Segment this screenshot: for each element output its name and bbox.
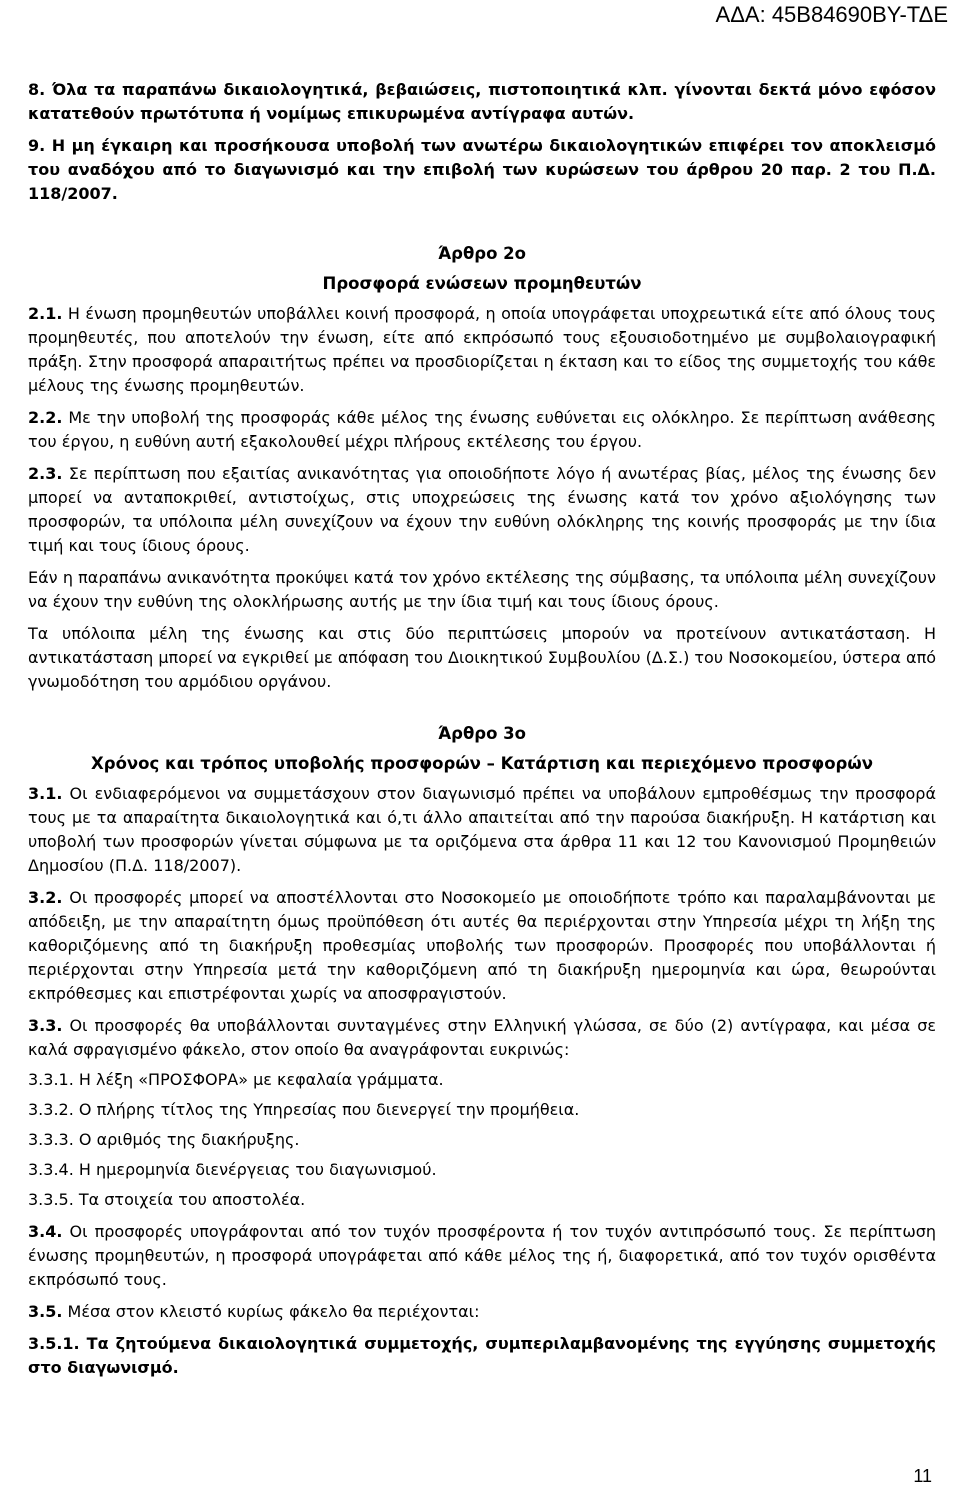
paragraph-number: 3.3. (28, 1016, 63, 1035)
paragraph-text: Σε περίπτωση που εξαιτίας ανικανότητας για οποιοδήποτε λόγο ή ανωτέρας βίας, μέλος της ένωσης δεν μπορεί να ανταποκριθεί, αντιστοίχως, στις υποχρεώσεις της ένωσης κατά τον χρόνο αξιολόγησης των προσφορών, τα υπόλοιπα μέλη συνεχίζουν να έχουν την ευθύνη ολόκληρης της κοινής προσφοράς με την ίδια τιμή και τους ίδιους όρους. (28, 464, 937, 555)
paragraph-text: Οι ενδιαφερόμενοι να συμμετάσχουν στον διαγωνισμό πρέπει να υποβάλουν εμπροθέσμως την προσφορά τους με τα απαραίτητα δικαιολογητικά και ό,τι άλλο απαιτείται από την παρούσα διακήρυξη. Η κατάρτιση και υποβολή των προσφορών γίνεται σύμφωνα με τα οριζόμενα στα άρθρα 11 και 12 του Κανονισμού Προμηθειών Δημοσίου (Π.Δ. 118/2007). (28, 784, 937, 875)
sub-item-3-3-5: 3.3.5. Τα στοιχεία του αποστολέα. (28, 1190, 306, 1209)
paragraph-2-1 (28, 302, 936, 398)
paragraph-3-2 (28, 886, 936, 1006)
sub-item-3-3-1: 3.3.1. Η λέξη «ΠΡΟΣΦΟΡΑ» με κεφαλαία γράμματα. (28, 1070, 444, 1089)
paragraph-text: Η ένωση προμηθευτών υποβάλλει κοινή προσφορά, η οποία υπογράφεται υποχρεωτικά είτε από όλους τους προμηθευτές, που αποτελούν την ένωση, είτε από εκπρόσωπό τους εξουσιοδοτημένο με συμβολαιογραφική πράξη. Στην προσφορά απαραιτήτως πρέπει να προσδιορίζεται η έκταση και το είδος της συμμετοχής του κάθε μέλους της ένωσης προμηθευτών. (28, 304, 936, 395)
paragraph-number: 2.3. (28, 464, 63, 483)
paragraph-2-3-continued: Εάν η παραπάνω ανικανότητα προκύψει κατά τον χρόνο εκτέλεσης της σύμβασης, τα υπόλοιπα μέλη συνεχίζουν να έχουν την ευθύνη της ολοκλήρωσης αυτής με την ίδια τιμή και τους ίδιους όρους. (28, 568, 936, 611)
sub-item-3-3-3: 3.3.3. Ο αριθμός της διακήρυξης. (28, 1130, 300, 1149)
sub-item-3-3-2: 3.3.2. Ο πλήρης τίτλος της Υπηρεσίας που διενεργεί την προμήθεια. (28, 1100, 580, 1119)
article-2-heading: Άρθρο 2ο (437, 244, 526, 263)
page-number: 11 (913, 1466, 932, 1486)
article-3-heading: Άρθρο 3ο (437, 724, 526, 743)
paragraph-text: Οι προσφορές θα υποβάλλονται συνταγμένες στην Ελληνική γλώσσα, σε δύο (2) αντίγραφα, και μέσα σε καλά σφραγισμένο φάκελο, στον οποίο θα αναγράφονται ευκρινώς: (28, 1016, 936, 1059)
paragraph-number: 3.1. (28, 784, 63, 803)
article-3-subheading: Χρόνος και τρόπος υποβολής προσφορών – Κατάρτιση και περιεχόμενο προσφορών (91, 754, 873, 773)
paragraph-3-5 (28, 1300, 936, 1324)
paragraph-2-2 (28, 406, 936, 454)
paragraph-3-1 (28, 782, 936, 878)
article-2-subheading: Προσφορά ενώσεων προμηθευτών (322, 274, 642, 293)
paragraph-2-3 (28, 462, 936, 558)
paragraph-text: Οι προσφορές μπορεί να αποστέλλονται στο Νοσοκομείο με οποιοδήποτε τρόπο και παραλαμβάνονται με απόδειξη, με την απαραίτητη όμως προϋπόθεση ότι αυτές θα περιέρχονται στην Υπηρεσία μέχρι τη λήξη της καθοριζόμενης από τη διακήρυξη προθεσμίας υποβολής των προσφορών. Προσφορές που υποβάλλονται ή περιέρχονται στην Υπηρεσία μετά την καθοριζόμενη από τη διακήρυξη ημερομηνία και ώρα, θεωρούνται εκπρόθεσμες και επιστρέφονται χωρίς να αποσφραγιστούν. (28, 888, 936, 1003)
paragraph-text: Μέσα στον κλειστό κυρίως φάκελο θα περιέχονται: (67, 1302, 480, 1321)
paragraph-text: Οι προσφορές υπογράφονται από τον τυχόν προσφέροντα ή τον τυχόν αντιπρόσωπό τους. Σε περίπτωση ένωσης προμηθευτών, η προσφορά υπογράφεται από κάθε μέλος της ή, διαφορετικά, από τον τυχόν ορισθέντα εκπρόσωπό τους. (28, 1222, 936, 1289)
paragraph-number: 2.2. (28, 408, 63, 427)
item-9: 9. Η μη έγκαιρη και προσήκουσα υποβολή των ανωτέρω δικαιολογητικών επιφέρει τον αποκλεισμό του αναδόχου από το διαγωνισμό και την επιβολή των κυρώσεων του άρθρου 20 παρ. 2 του Π.Δ. 118/2007. (28, 136, 936, 203)
paragraph-number: 2.1. (28, 304, 63, 323)
item-8: 8. Όλα τα παραπάνω δικαιολογητικά, βεβαιώσεις, πιστοποιητικά κλπ. γίνονται δεκτά μόνο εφόσον κατατεθούν πρωτότυπα ή νομίμως επικυρωμένα αντίγραφα αυτών. (28, 80, 936, 123)
paragraph-number: 3.5. (28, 1302, 63, 1321)
ada-header: ΑΔΑ: 45Β84690ΒΥ-ΤΔΕ (715, 2, 948, 27)
paragraph-3-3 (28, 1014, 936, 1062)
paragraph-number: 3.4. (28, 1222, 63, 1241)
paragraph-3-4 (28, 1220, 936, 1292)
document-body (28, 78, 936, 1380)
paragraph-number: 3.2. (28, 888, 63, 907)
paragraph-2-3-replacement: Τα υπόλοιπα μέλη της ένωσης και στις δύο περιπτώσεις μπορούν να προτείνουν αντικατάσταση. Η αντικατάσταση μπορεί να εγκριθεί με απόφαση του Διοικητικού Συμβουλίου (Δ.Σ.) του Νοσοκομείου, ύστερα από γνωμοδότηση του αρμόδιου οργάνου. (28, 624, 936, 691)
sub-item-3-3-4: 3.3.4. Η ημερομηνία διενέργειας του διαγωνισμού. (28, 1160, 437, 1179)
paragraph-text: Με την υποβολή της προσφοράς κάθε μέλος της ένωσης ευθύνεται εις ολόκληρο. Σε περίπτωση ανάθεσης του έργου, η ευθύνη αυτή εξακολουθεί μέχρι πλήρους εκτέλεσης του έργου. (28, 408, 936, 451)
paragraph-3-5-1: 3.5.1. Τα ζητούμενα δικαιολογητικά συμμετοχής, συμπεριλαμβανομένης της εγγύησης συμμετοχής στο διαγωνισμό. (28, 1334, 936, 1377)
